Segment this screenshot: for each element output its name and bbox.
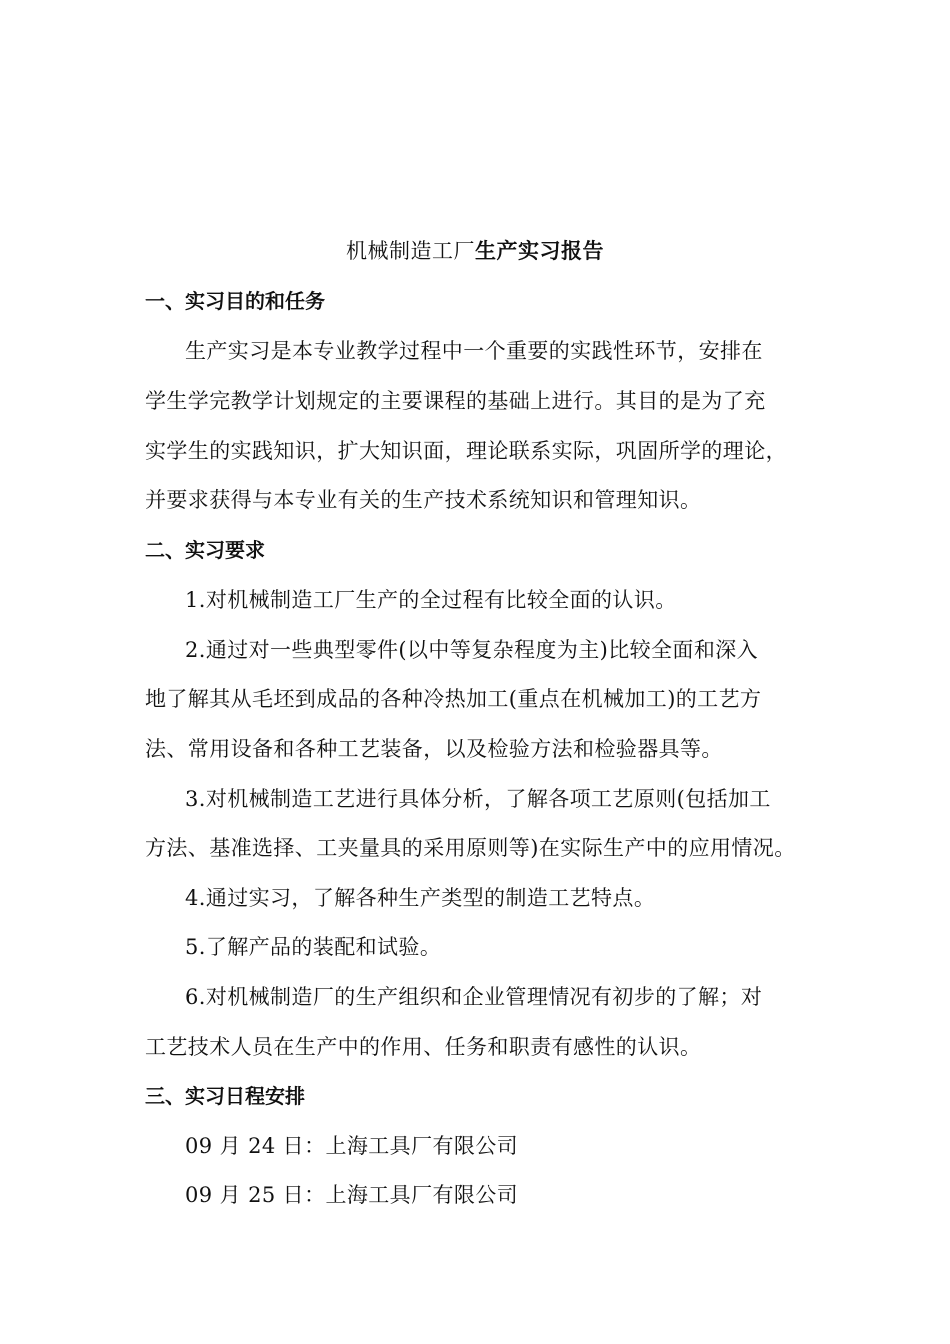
paragraph-line: 地了解其从毛坯到成品的各种冷热加工(重点在机械加工)的工艺方 (145, 687, 762, 711)
paragraph-line: 法、常用设备和各种工艺装备，以及检验方法和检验器具等。 (145, 737, 723, 761)
section-heading-2: 二、实习要求 (145, 538, 265, 562)
paragraph-line: 方法、基准选择、工夹量具的采用原则等)在实际生产中的应用情况。 (145, 836, 796, 860)
paragraph-line: 生产实习是本专业教学过程中一个重要的实践性环节，安排在 (185, 339, 763, 363)
paragraph-line: 工艺技术人员在生产中的作用、任务和职责有感性的认识。 (145, 1035, 702, 1059)
requirement-item-1: 1.对机械制造工厂生产的全过程有比较全面的认识。 (185, 588, 677, 612)
document-title (0, 233, 950, 269)
requirement-item-4: 4.通过实习，了解各种生产类型的制造工艺特点。 (185, 886, 656, 910)
title-bold: 生产实习报告 (475, 239, 604, 263)
paragraph-line: 实学生的实践知识，扩大知识面，理论联系实际，巩固所学的理论， (145, 439, 787, 463)
paragraph-line: 学生学完教学计划规定的主要课程的基础上进行。其目的是为了充 (145, 389, 766, 413)
section-heading-1: 一、实习目的和任务 (145, 289, 325, 313)
requirement-item-5: 5.了解产品的装配和试验。 (185, 935, 442, 959)
schedule-item: 09 月 24 日：上海工具厂有限公司 (185, 1134, 519, 1158)
schedule-item: 09 月 25 日：上海工具厂有限公司 (185, 1183, 519, 1207)
requirement-item-2: 2.通过对一些典型零件(以中等复杂程度为主)比较全面和深入 (185, 638, 759, 662)
section-heading-3: 三、实习日程安排 (145, 1084, 305, 1108)
title-regular: 机械制造工厂 (346, 239, 475, 263)
requirement-item-6: 6.对机械制造厂的生产组织和企业管理情况有初步的了解；对 (185, 985, 763, 1009)
requirement-item-3: 3.对机械制造工艺进行具体分析，了解各项工艺原则(包括加工 (185, 787, 771, 811)
paragraph-line: 并要求获得与本专业有关的生产技术系统知识和管理知识。 (145, 488, 702, 512)
